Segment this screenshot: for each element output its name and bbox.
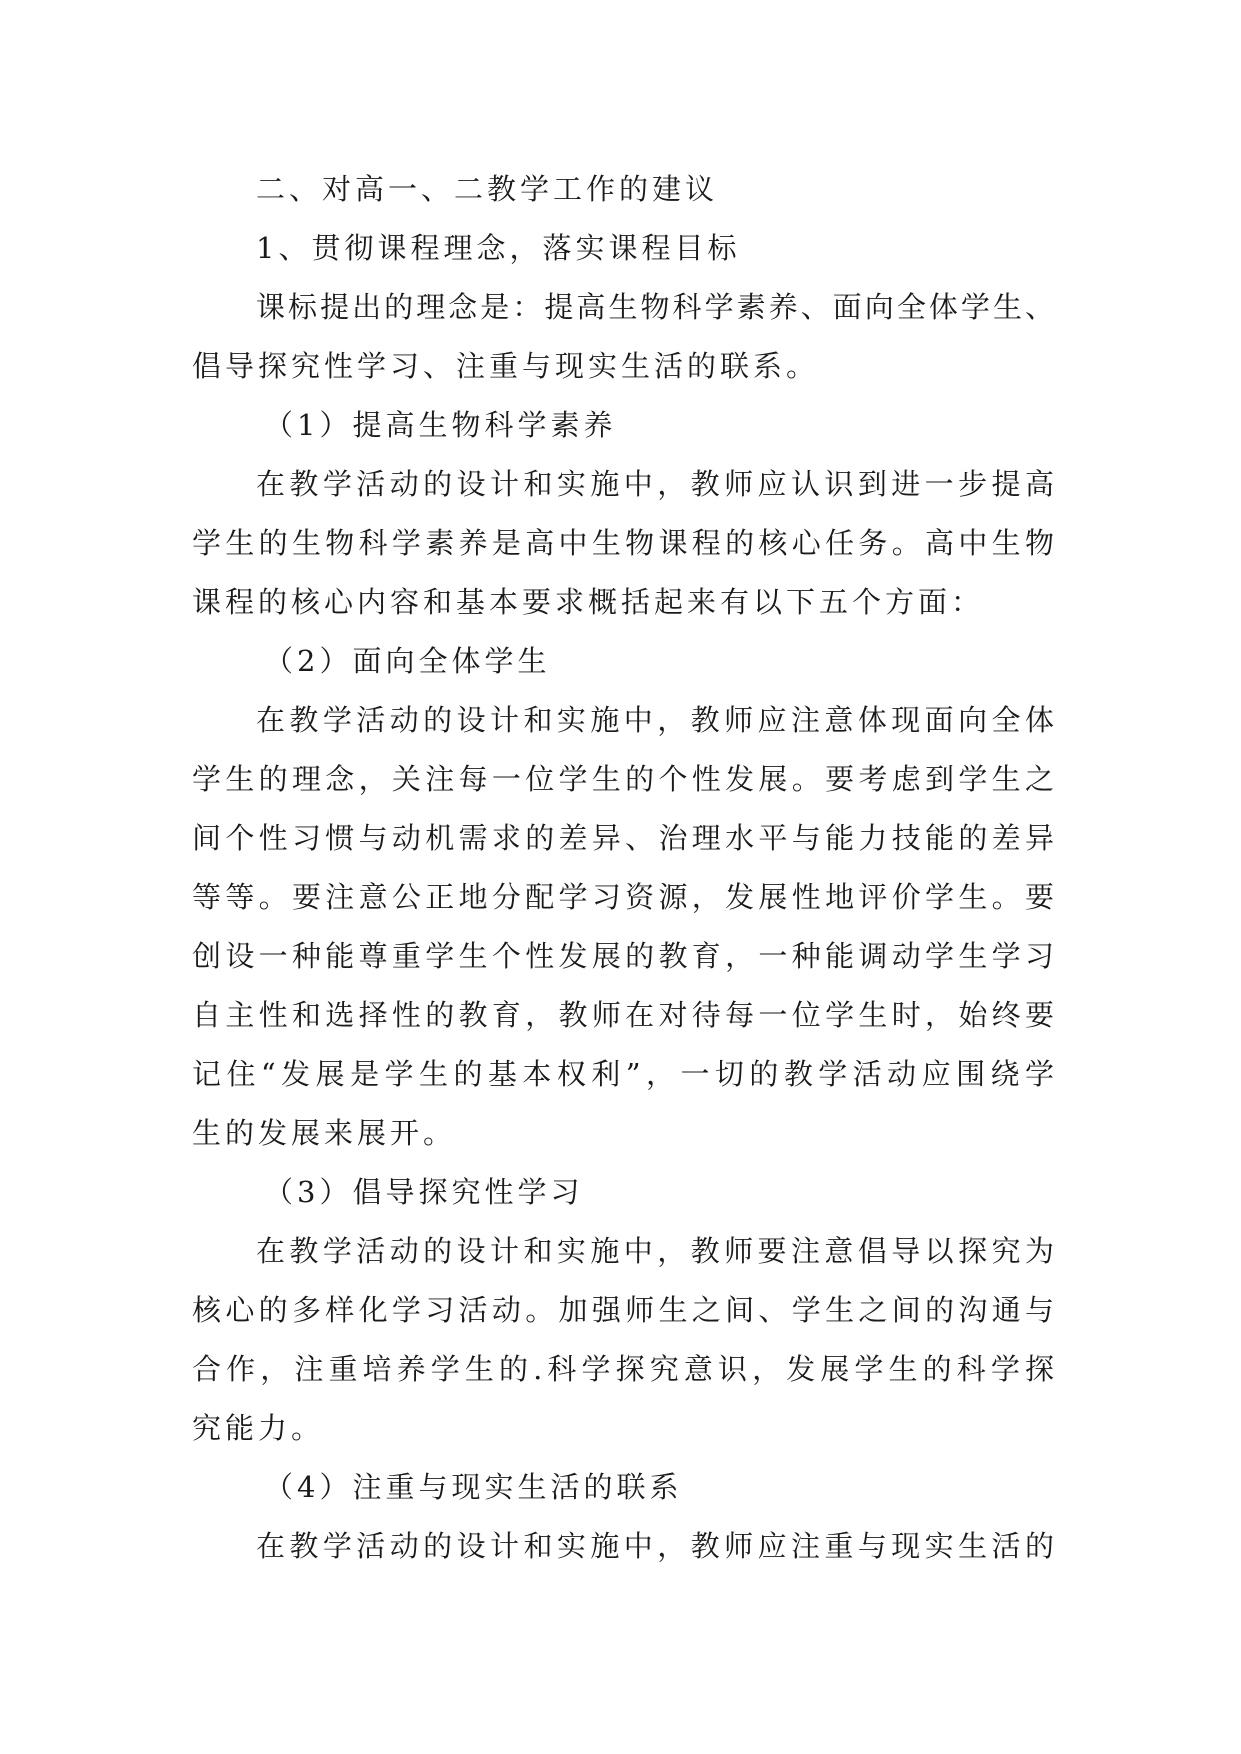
paragraph-line: 在教学活动的设计和实施中，教师应认识到进一步提高 — [256, 467, 1054, 501]
paragraph-line: 等等。要注意公正地分配学习资源，发展性地评价学生。要 — [192, 880, 1054, 914]
item-heading: （4）注重与现实生活的联系 — [264, 1470, 683, 1504]
paragraph-line: 在教学活动的设计和实施中，教师应注意体现面向全体 — [256, 703, 1054, 737]
paragraph-line: 究能力。 — [192, 1411, 325, 1445]
paragraph-line: 间个性习惯与动机需求的差异、治理水平与能力技能的差异 — [192, 821, 1054, 855]
item-heading: （1）提高生物科学素养 — [264, 408, 617, 442]
paragraph-line: 学生的理念，关注每一位学生的个性发展。要考虑到学生之 — [192, 762, 1054, 796]
paragraph-line: 课标提出的理念是：提高生物科学素养、面向全体学生、 — [256, 290, 1054, 324]
paragraph-line: 记住“发展是学生的基本权利”，一切的教学活动应围绕学 — [192, 1057, 1054, 1091]
subsection-heading: 1、贯彻课程理念，落实课程目标 — [256, 231, 741, 265]
item-heading: （2）面向全体学生 — [264, 644, 551, 678]
paragraph-line: 课程的核心内容和基本要求概括起来有以下五个方面： — [192, 585, 985, 619]
paragraph-line: 在教学活动的设计和实施中，教师应注重与现实生活的 — [256, 1529, 1054, 1563]
paragraph-line: 生的发展来展开。 — [192, 1116, 457, 1150]
paragraph-line: 核心的多样化学习活动。加强师生之间、学生之间的沟通与 — [192, 1293, 1054, 1327]
paragraph-line: 学生的生物科学素养是高中生物课程的核心任务。高中生物 — [192, 526, 1054, 560]
section-heading: 二、对高一、二教学工作的建议 — [256, 172, 719, 206]
paragraph-line: 自主性和选择性的教育，教师在对待每一位学生时，始终要 — [192, 998, 1054, 1032]
paragraph-line: 合作，注重培养学生的.科学探究意识，发展学生的科学探 — [192, 1352, 1054, 1386]
paragraph-line: 倡导探究性学习、注重与现实生活的联系。 — [192, 349, 820, 383]
document-body — [192, 160, 1054, 1576]
item-heading: （3）倡导探究性学习 — [264, 1175, 584, 1209]
paragraph-line: 创设一种能尊重学生个性发展的教育，一种能调动学生学习 — [192, 939, 1054, 973]
paragraph-line: 在教学活动的设计和实施中，教师要注意倡导以探究为 — [256, 1234, 1054, 1268]
